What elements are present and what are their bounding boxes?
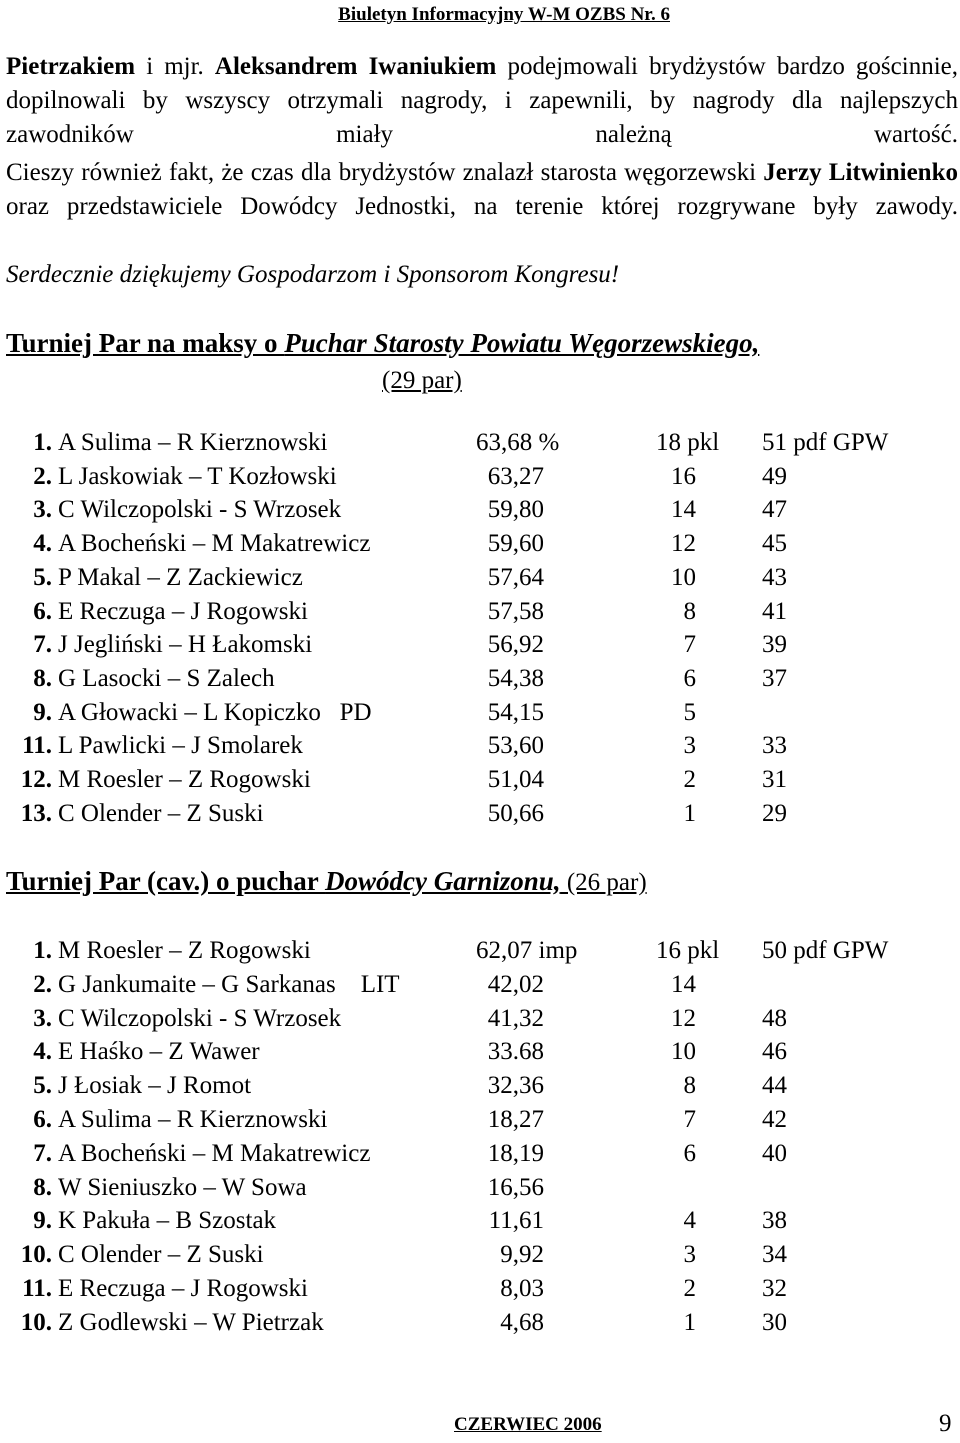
- ranking-points: 46: [762, 1038, 787, 1066]
- rank: 11.: [22, 732, 52, 760]
- result-row: [0, 561, 960, 595]
- points: 16 pkl: [656, 937, 720, 964]
- pair-names: P Makal – Z Zackiewicz: [58, 563, 303, 591]
- result-row: [0, 1035, 960, 1069]
- rank: 2.: [33, 970, 52, 998]
- pair-names: L Jaskowiak – T Kozłowski: [58, 462, 337, 490]
- points: 18 pkl: [656, 429, 720, 456]
- points: 5: [683, 698, 696, 726]
- score: 57,64: [487, 563, 544, 591]
- points: 3: [683, 732, 696, 760]
- text-run: Cieszy również fakt, że czas dla brydżystów znalazł starosta węgorzewski: [6, 159, 764, 186]
- tournament2-title-text: Turniej Par (cav.) o puchar: [6, 866, 326, 896]
- score: 51,04: [487, 766, 544, 793]
- rank: 8.: [33, 1173, 52, 1201]
- pair-names: M Roesler – Z Rogowski: [58, 937, 311, 964]
- score: 32,36: [487, 1072, 544, 1100]
- ranking-points: 38: [762, 1207, 787, 1235]
- rank: 10.: [20, 1308, 52, 1336]
- result-row: [0, 1103, 960, 1137]
- pair-names: W Sieniuszko – W Sowa: [58, 1173, 307, 1201]
- rank: 12.: [20, 766, 52, 793]
- score: 53,60: [487, 732, 544, 760]
- intro-paragraph-starost: [6, 156, 958, 224]
- pair-names: G Jankumaite – G Sarkanas LIT: [58, 970, 400, 998]
- points: 8: [683, 1072, 696, 1100]
- pair-names: A Sulima – R Kierznowski: [58, 429, 328, 456]
- intro-paragraph-hosts: [6, 50, 958, 152]
- result-row: [0, 493, 960, 527]
- result-row: [0, 729, 960, 763]
- result-row: [0, 527, 960, 561]
- rank: 6.: [33, 597, 52, 625]
- points: 2: [683, 766, 696, 793]
- ranking-points: 39: [762, 631, 787, 659]
- points: 8: [683, 597, 696, 625]
- pair-names: C Olender – Z Suski: [58, 799, 264, 827]
- rank: 9.: [33, 698, 52, 726]
- rank: 5.: [33, 563, 52, 591]
- rank: 4.: [33, 1038, 52, 1066]
- points: 4: [683, 1207, 696, 1235]
- tournament1-title-text: Turniej Par na maksy o: [6, 328, 285, 358]
- tournament1-title: [6, 328, 759, 359]
- pair-names: J Jegliński – H Łakomski: [58, 631, 313, 659]
- result-row: [0, 763, 960, 797]
- points: 3: [683, 1241, 696, 1269]
- tournament1-pair-count: (29 par): [382, 367, 462, 394]
- pair-names: K Pakuła – B Szostak: [58, 1207, 277, 1235]
- ranking-points: 32: [762, 1275, 787, 1302]
- points: 6: [683, 664, 696, 692]
- rank: 9.: [33, 1207, 52, 1235]
- score: 18,19: [487, 1139, 544, 1167]
- pair-names: A Bocheński – M Makatrewicz: [58, 530, 371, 558]
- tournament2-pair-count: (26 par): [560, 869, 647, 896]
- pair-names: E Reczuga – J Rogowski: [58, 597, 308, 625]
- rank: 7.: [33, 631, 52, 659]
- points: 12: [671, 530, 696, 558]
- text-run: i mjr.: [135, 53, 215, 80]
- rank: 3.: [33, 496, 52, 524]
- points: 14: [671, 970, 696, 998]
- score: 42,02: [487, 970, 544, 998]
- points: 12: [671, 1004, 696, 1032]
- score: 33.68: [487, 1038, 544, 1066]
- result-row: [0, 1069, 960, 1103]
- result-row: [0, 1204, 960, 1238]
- thanks-line: Serdecznie dziękujemy Gospodarzom i Sponsorom Kongresu!: [6, 261, 620, 288]
- pair-names: E Haśko – Z Wawer: [58, 1038, 260, 1066]
- ranking-points: 42: [762, 1106, 787, 1133]
- ranking-points: 48: [762, 1004, 787, 1032]
- ranking-points: 47: [762, 496, 787, 524]
- points: 16: [671, 462, 696, 490]
- pair-names: M Roesler – Z Rogowski: [58, 766, 311, 793]
- pair-names: A Głowacki – L Kopiczko PD: [58, 698, 372, 726]
- rank: 7.: [33, 1139, 52, 1167]
- score: 9,92: [500, 1241, 544, 1269]
- score: 57,58: [487, 597, 544, 625]
- rank: 6.: [33, 1106, 52, 1133]
- text-run: oraz przedstawiciele Dowódcy Jednostki, na terenie której rozgrywane były zawody.: [6, 193, 958, 220]
- points: 14: [671, 496, 696, 524]
- pair-names: A Bocheński – M Makatrewicz: [58, 1139, 371, 1167]
- tournament1-title-cup: Puchar Starosty Powiatu Węgorzewskiego,: [284, 328, 760, 358]
- ranking-points: 41: [762, 597, 787, 625]
- ranking-points: 33: [762, 732, 787, 760]
- points: 1: [683, 1308, 696, 1336]
- result-row: [0, 1306, 960, 1340]
- score: 50,66: [487, 799, 544, 827]
- rank: 10.: [20, 1241, 52, 1269]
- pair-names: C Wilczopolski - S Wrzosek: [58, 496, 342, 524]
- issue-date-footer: CZERWIEC 2006: [454, 1414, 602, 1435]
- tournament2-title-cup: Dowódcy Garnizonu,: [325, 866, 561, 896]
- score: 8,03: [500, 1275, 544, 1302]
- points: 10: [671, 563, 696, 591]
- result-row: [0, 1238, 960, 1272]
- pair-names: L Pawlicki – J Smolarek: [58, 732, 303, 760]
- result-row: [0, 460, 960, 494]
- ranking-points: 43: [762, 563, 787, 591]
- page-number: 9: [939, 1410, 952, 1437]
- score: 63,68 %: [476, 429, 560, 456]
- pair-names: C Olender – Z Suski: [58, 1241, 264, 1269]
- result-row: [0, 1272, 960, 1306]
- points: 10: [671, 1038, 696, 1066]
- rank: 4.: [33, 530, 52, 558]
- ranking-points: 29: [762, 799, 787, 827]
- bold-name: Jerzy Litwinienko: [763, 159, 958, 186]
- score: 16,56: [487, 1173, 544, 1201]
- ranking-points: 37: [762, 664, 787, 692]
- score: 56,92: [487, 631, 544, 659]
- points: 2: [683, 1275, 696, 1302]
- ranking-points: 31: [762, 766, 787, 793]
- rank: 5.: [33, 1072, 52, 1100]
- pair-names: G Lasocki – S Zalech: [58, 664, 275, 692]
- result-row: [0, 968, 960, 1002]
- pair-names: C Wilczopolski - S Wrzosek: [58, 1004, 342, 1032]
- result-row: [0, 595, 960, 629]
- points: 7: [683, 631, 696, 659]
- ranking-points: 49: [762, 462, 787, 490]
- rank: 1.: [33, 937, 52, 964]
- tournament2-title: [6, 866, 647, 897]
- ranking-points: 45: [762, 530, 787, 558]
- points: 7: [683, 1106, 696, 1133]
- score: 54,38: [487, 664, 544, 692]
- bold-name: Pietrzakiem: [6, 53, 136, 80]
- rank: 13.: [20, 799, 52, 827]
- result-row: [0, 934, 960, 968]
- result-row: [0, 1171, 960, 1205]
- text-run: podejmowali brydżystów bardzo gościnnie, dopilnowali by wszyscy otrzymali nagrody, i zapewnili, by nagrody dla najlepszych zawodników miały należną wartość.: [6, 53, 958, 148]
- rank: 1.: [33, 429, 52, 456]
- score: 62,07 imp: [476, 937, 578, 964]
- score: 11,61: [488, 1207, 544, 1235]
- ranking-points: 44: [762, 1072, 787, 1100]
- ranking-points: 30: [762, 1308, 787, 1336]
- result-row: [0, 1002, 960, 1036]
- result-row: [0, 628, 960, 662]
- rank: 8.: [33, 664, 52, 692]
- rank: 2.: [33, 462, 52, 490]
- result-row: [0, 696, 960, 730]
- ranking-points: 34: [762, 1241, 787, 1269]
- bold-name: Aleksandrem Iwaniukiem: [214, 53, 497, 80]
- pair-names: E Reczuga – J Rogowski: [58, 1275, 308, 1302]
- score: 41,32: [487, 1004, 544, 1032]
- pair-names: J Łosiak – J Romot: [58, 1072, 252, 1100]
- ranking-points: 40: [762, 1139, 787, 1167]
- score: 18,27: [487, 1106, 544, 1133]
- score: 4,68: [500, 1308, 544, 1336]
- score: 63,27: [487, 462, 544, 490]
- pair-names: Z Godlewski – W Pietrzak: [58, 1308, 324, 1336]
- points: 6: [683, 1139, 696, 1167]
- result-row: [0, 797, 960, 831]
- score: 59,80: [487, 496, 544, 524]
- ranking-points: 50 pdf GPW: [762, 937, 889, 964]
- result-row: [0, 662, 960, 696]
- result-row: [0, 426, 960, 460]
- result-row: [0, 1137, 960, 1171]
- score: 54,15: [487, 698, 544, 726]
- pair-names: A Sulima – R Kierznowski: [58, 1106, 328, 1133]
- points: 1: [683, 799, 696, 827]
- rank: 11.: [22, 1275, 52, 1302]
- ranking-points: 51 pdf GPW: [762, 429, 889, 456]
- score: 59,60: [487, 530, 544, 558]
- bulletin-header: Biuletyn Informacyjny W-M OZBS Nr. 6: [338, 4, 670, 25]
- rank: 3.: [33, 1004, 52, 1032]
